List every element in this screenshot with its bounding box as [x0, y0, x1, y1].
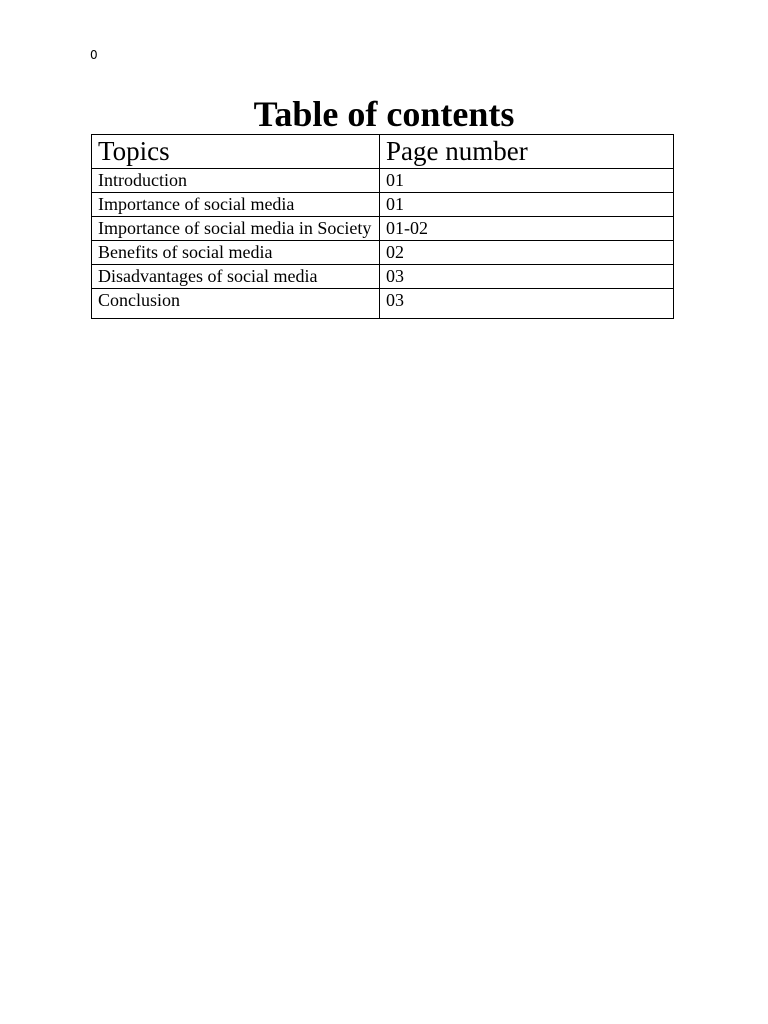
column-header-topics: Topics: [92, 135, 380, 169]
topic-cell: Introduction: [92, 169, 380, 193]
page-cell: 01: [380, 169, 674, 193]
table-row: [92, 265, 674, 289]
page-cell: 03: [380, 289, 674, 319]
page-cell: 02: [380, 241, 674, 265]
topic-cell: Benefits of social media: [92, 241, 380, 265]
table-row: [92, 289, 674, 319]
table-row: [92, 241, 674, 265]
table-header-row: [92, 135, 674, 169]
table-row: [92, 169, 674, 193]
table-row: [92, 217, 674, 241]
topic-cell: Disadvantages of social media: [92, 265, 380, 289]
table-of-contents: [91, 134, 674, 319]
document-title: Table of contents: [253, 94, 515, 134]
table-row: [92, 193, 674, 217]
page-cell: 01-02: [380, 217, 674, 241]
page-cell: 01: [380, 193, 674, 217]
topic-cell: Importance of social media: [92, 193, 380, 217]
page-marker: 0: [90, 48, 98, 62]
topic-cell: Conclusion: [92, 289, 380, 319]
topic-cell: Importance of social media in Society: [92, 217, 380, 241]
column-header-page-number: Page number: [380, 135, 674, 169]
page-cell: 03: [380, 265, 674, 289]
